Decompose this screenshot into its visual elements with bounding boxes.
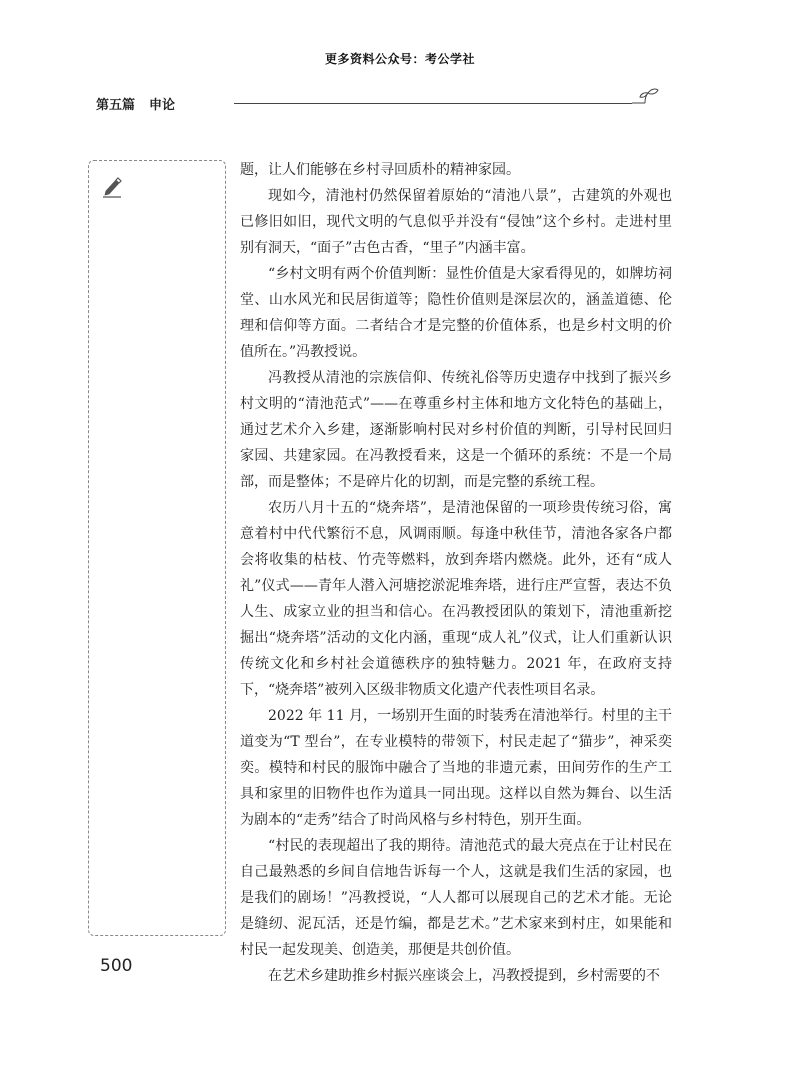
sprout-icon (630, 86, 660, 110)
paragraph-2: 现如今，清池村仍然保留着原始的“清池八景”，古建筑的外观也已修旧如旧，现代文明的气息似乎并没有“侵蚀”这个乡村。走进村里别有洞天，“面子”古色古香，“里子”内涵丰富。 (240, 188, 672, 256)
page-number: 500 (100, 956, 133, 976)
paragraph-6: 2022 年 11 月，一场别开生面的时装秀在清池举行。村里的主干道变为“T 型台”，在专业模特的带领下，村民走起了“猫步”，神采奕奕。模特和村民的服饰中融合了当地的非遗元素，田间劳作的生产工具和家里的旧物件也作为道具一同出现。这样以自然为舞台、以生活为剧本的“走秀”结合了时尚风格与乡村特色，别开生面。 (240, 708, 672, 828)
pen-icon (101, 175, 123, 199)
paragraph-5: 农历八月十五的“烧奔塔”，是清池保留的一项珍贵传统习俗，寓意着村中代代繁衍不息，风调雨顺。每逢中秋佳节，清池各家各户都会将收集的枯枝、竹壳等燃料，放到奔塔内燃烧。此外，还有“成人礼”仪式——青年人潜入河塘挖淤泥堆奔塔，进行庄严宣誓，表达不负人生、成家立业的担当和信心。在冯教授团队的策划下，清池重新挖掘出“烧奔塔”活动的文化内涵，重现“成人礼”仪式，让人们重新认识传统文化和乡村社会道德秩序的独特魅力。2021 年，在政府支持下，“烧奔塔”被列入区级非物质文化遗产代表性项目名录。 (240, 500, 672, 698)
notes-margin-box (88, 160, 226, 936)
paragraph-3: “乡村文明有两个价值判断：显性价值是大家看得见的，如牌坊祠堂、山水风光和民居街道等；隐性价值则是深层次的，涵盖道德、伦理和信仰等方面。二者结合才是完整的价值体系，也是乡村文明的价值所在。”冯教授说。 (240, 266, 672, 360)
article-body (240, 157, 672, 989)
running-header (96, 94, 666, 118)
header-part: 第五篇 (96, 98, 136, 113)
header-rule (234, 103, 632, 104)
paragraph-8: 在艺术乡建助推乡村振兴座谈会上，冯教授提到，乡村需要的不 (268, 968, 660, 984)
header-title (96, 94, 175, 113)
header-section: 申论 (149, 98, 176, 113)
top-banner: 更多资料公众号：考公学社 (324, 52, 475, 66)
paragraph-7: “村民的表现超出了我的期待。清池范式的最大亮点在于让村民在自己最熟悉的乡间自信地告诉每一个人，这就是我们生活的家园，也是我们的剧场！”冯教授说，“人人都可以展现自己的艺术才能。无论是缝纫、泥瓦活，还是竹编，都是艺术。”艺术家来到村庄，如果能和村民一起发现美、创造美，那便是共创价值。 (240, 838, 672, 958)
paragraph-4: 冯教授从清池的宗族信仰、传统礼俗等历史遗存中找到了振兴乡村文明的“清池范式”——在尊重乡村主体和地方文化特色的基础上，通过艺术介入乡建，逐渐影响村民对乡村价值的判断，引导村民回归家园、共建家园。在冯教授看来，这是一个循环的系统：不是一个局部，而是整体；不是碎片化的切割，而是完整的系统工程。 (240, 370, 672, 490)
paragraph-1: 题，让人们能够在乡村寻回质朴的精神家园。 (240, 162, 520, 178)
